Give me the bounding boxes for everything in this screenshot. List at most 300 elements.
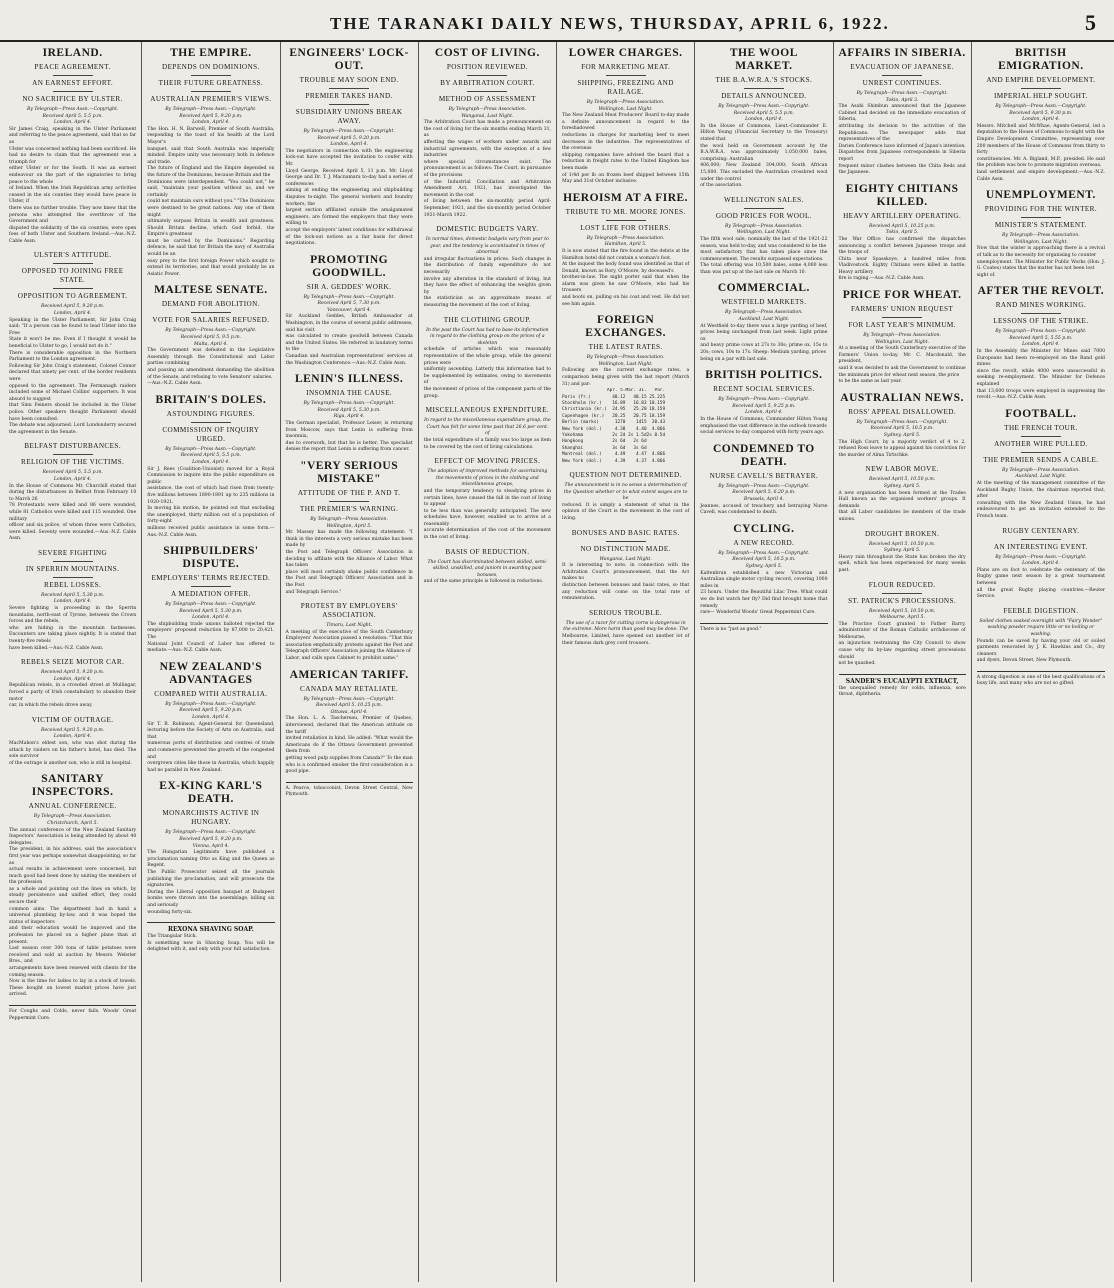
body-text: The Asahi Shimbun announced that the Japanese Cabinet had decided on the immediate evacuation of Siberia, — [838, 104, 966, 123]
table-row: Hongkong 2s 6d 2s 6d — [562, 439, 666, 445]
wire-credit: By Telegraph—Press Assn.—Copyright. — [718, 550, 810, 556]
body-text: have been killed.—Aus.-N.Z. Cable Assn. — [9, 645, 104, 651]
body-text: Pounds can be saved by having your old or soiled garments renovated by J. K. Hawkins and Co., dry cleaners — [976, 638, 1105, 657]
received-line: Received April 5, 9.20 p.m. — [179, 708, 243, 714]
article — [977, 285, 1105, 402]
dateline: In the past the Court has had to base its information in regard to the clothing group on the prices of a skeleton — [426, 327, 549, 346]
advertisement — [700, 623, 827, 634]
body-text: and of the same principle is followed in reductions. — [423, 579, 544, 585]
divider-rule — [53, 577, 93, 578]
article — [562, 471, 689, 523]
divider-rule — [744, 208, 784, 209]
article-subheading: DEPENDS ON DOMINIONS. — [162, 63, 260, 71]
article-subheading: TRIBUTE TO MR. MOORE JONES. — [565, 207, 686, 216]
article-subheading: LOST LIFE FOR OTHERS. — [580, 223, 671, 232]
dateline: London, April 4. — [192, 615, 230, 621]
article — [839, 47, 966, 177]
dateline: London, April 4. — [1022, 117, 1060, 123]
advertisement — [9, 1005, 136, 1022]
body-text: The debate was adjourned. Lord Londonderry secured the agreement in the Senate. — [9, 423, 137, 435]
body-text: actual results in achievement were concerned, but much good had been done by uniting the members of the profession — [9, 867, 137, 886]
article-subheading: UNREST CONTINUES. — [862, 79, 942, 87]
article — [286, 254, 413, 368]
article-subheading: A MEDIATION OFFER. — [171, 590, 251, 599]
article — [424, 406, 551, 451]
article-subheading: ULSTER'S ATTITUDE. — [33, 251, 112, 260]
body-text: to be the same as last year. — [838, 379, 902, 385]
received-line: Received April 5, 5.30 p.m. — [317, 407, 381, 413]
body-text: Kaltenbrun established a new Victorian and Australian single motor cycling record, covering 1000 miles in — [700, 570, 828, 589]
body-text: common aims. The department had in hand a universal plumbing by-law, and it was hoped the status of inspectors — [9, 906, 137, 925]
body-text: In the Assembly the Minister for Mines said 7000 Europeans had been re-employed on the Rand gold mines — [976, 349, 1105, 368]
article-headline: EX-KING KARL'S DEATH. — [159, 780, 263, 806]
received-line: Received April 5, 9.20 p.m. — [40, 670, 105, 676]
body-text: and passing an amendment demanding the abolition of the Senate, and refusing to vote Senators' salaries. — [147, 368, 275, 380]
article — [9, 716, 136, 768]
dateline: Wellington, Last Night. — [598, 106, 653, 112]
body-text: and dyers, Devon Street, New Plymouth. — [976, 658, 1072, 664]
body-text: accept the employers' latest conditions for withdrawal of the lock-out notices as a fair basis for direct negotiations. — [285, 227, 413, 247]
body-text: and their education would be improved and the profession be placed on a higher plane than at present. — [9, 926, 137, 945]
article-headline: UNEMPLOYMENT. — [985, 189, 1096, 202]
body-text: At the meeting of the management committee of the Auckland Rugby Union, the chairman reported that, after — [976, 481, 1105, 500]
dateline: London, April 4. — [192, 715, 230, 721]
article-subheading: AN INTERESTING EVENT. — [993, 542, 1088, 551]
article — [839, 465, 966, 523]
table-row: New York (dol.) 4.38 4.40 4.866 — [562, 426, 666, 432]
article-subheading: AN EARNEST EFFORT. — [32, 79, 114, 87]
body-text: either Ulster or for the South. It was an earnest endeavour on the part of the signatories to bring peace to the whole — [9, 166, 137, 185]
article — [700, 443, 827, 517]
article — [9, 773, 136, 999]
wire-credit: By Telegraph—Press Assn.—Copyright. — [303, 401, 395, 407]
article-headline: BRITAIN'S DOLES. — [155, 393, 267, 406]
received-line: Received April 5, 10.5 p.m. — [870, 426, 934, 432]
article-subheading: EFFECT OF MOVING PRICES. — [434, 457, 541, 466]
article-subheading: ATTITUDE OF THE P. AND T. — [297, 488, 401, 497]
body-text: Labor, and calls upon Cabinet to prohibit same." — [285, 656, 399, 662]
divider-rule — [53, 288, 93, 289]
article-headline: FOREIGN EXCHANGES. — [585, 314, 666, 340]
article-subheading: COMPARED WITH AUSTRALIA. — [154, 689, 268, 698]
article-headline: LENIN'S ILLNESS. — [294, 373, 404, 386]
article-subheading: THEIR FUTURE GREATNESS. — [158, 79, 264, 87]
body-text: Sir James Craig, speaking in the Ulster Parliament and referring to the peace agreement, said that so far as — [9, 126, 137, 145]
body-text: and irregular fluctuations in prices. Such changes in the distribution of family expenditure do not necessarily — [423, 256, 551, 276]
body-text: unemployment. The Minister for Public Works (Hon. J. G. Coates) states that the matter has not been lost — [976, 259, 1105, 272]
body-text: The fifth wool sale, nominally the last of the 1921-22 season, was held to-day, and was considered to be the — [700, 236, 828, 249]
table-row: New York (dol.) 4.39 4.37 4.866 — [562, 458, 666, 464]
body-text: must be carried by the Dominions." Regarding defence, he said that for Britain the navy of Australia would be an — [147, 238, 275, 258]
body-text: to be less than was generally anticipated. The new schedules have, however, enabled us to arrive at a reasonably — [423, 508, 551, 527]
article-subheading: LESSONS OF THE STRIKE. — [993, 317, 1089, 326]
body-text: Last season over 300 tons of table potatoes were received and sold at auction by Messrs. Webster Bros., and — [9, 946, 137, 965]
article-headline: BRITISH EMIGRATION. — [998, 47, 1084, 72]
divider-rule — [53, 75, 93, 76]
received-line: Received April 5, 9.30 p.m. — [1009, 110, 1073, 116]
ad-text: A strong digestion is one of the best qualifications of a busy life, and many who are not so gifted. — [976, 674, 1105, 687]
dateline: Wanganui, Last Night. — [461, 113, 514, 119]
divider-rule — [329, 88, 369, 89]
received-line: Received April 5, 5.5 p.m. — [180, 453, 242, 459]
divider-rule — [1021, 88, 1061, 89]
ad-text: the unequalled remedy for colds, influenza, sore throat, diphtheria. — [838, 685, 966, 698]
article — [700, 282, 827, 363]
wire-credit: By Telegraph—Press Association. — [725, 223, 803, 229]
body-text: The Arbitration Court has made a pronouncement on the cost of living for the six months ending March 31, as — [423, 120, 551, 139]
article — [9, 658, 136, 710]
body-text: Chita near Spasskoye, a hundred miles from Vladivostock. Eighty Chitians were killed in battle. Heavy artillery — [838, 256, 966, 275]
article — [286, 602, 413, 663]
body-text: banquet, said that South Australia was imperially minded. Empire unity was necessary both in defence and trade. — [147, 146, 275, 165]
body-text: The Practice Court granted to Father Barry, administrator of the Roman Catholic archdiocese of Melbourne, — [838, 621, 966, 640]
masthead-title: THE TARANAKI DAILY NEWS, THURSDAY, APRIL 6, 1922. — [330, 14, 890, 33]
article — [977, 408, 1105, 521]
article-subheading: ANNUAL CONFERENCE. — [28, 802, 117, 811]
article — [839, 183, 966, 283]
article-subheading: AND EMPIRE DEVELOPMENT. — [986, 76, 1096, 84]
wire-credit: By Telegraph—Press Assn.—Copyright. — [718, 397, 810, 403]
dateline: Wellington, April 5. — [326, 523, 372, 529]
body-text: shipping companies have advised the board that a reduction in freight rates to the United Kingdom has been made — [562, 152, 690, 171]
body-text: of the Industrial Conciliation and Arbitration Amendment Act, 1921, has investigated the movement in the cost — [423, 179, 551, 198]
dateline: Soiled clothes soaked overnight with "Fairy Wonder" washing powder require little or no boiling or washing. — [979, 618, 1103, 637]
wire-credit: By Telegraph—Press Assn.—Copyright. — [856, 91, 948, 96]
article — [562, 47, 689, 186]
body-text: that Sinn Feiners should be included in the Ulster police. Other speakers thought Parliament should have been consulted. — [9, 403, 137, 422]
body-text: reduced. It is simply a statement of what in the opinion of the Court is the movement in the cost of living. — [562, 502, 690, 522]
article-headline: COST OF LIVING. — [434, 47, 540, 59]
divider-rule — [1021, 436, 1061, 437]
divider-rule — [191, 422, 231, 423]
article-subheading: GOOD PRICES FOR WOOL. — [715, 211, 812, 220]
article-subheading: WESTFIELD MARKETS. — [721, 298, 807, 307]
body-text: there was no further trouble. They now knew that the persons who attempted the overthrow of the Government and — [9, 205, 137, 225]
article-subheading: SUBSIDIARY UNIONS BREAK AWAY. — [295, 108, 403, 125]
article-subheading: NO SACRIFICE BY ULSTER. — [22, 95, 123, 103]
body-text: rare— Wonderful Woods' Great Peppermint Cure. — [700, 610, 816, 616]
body-text: assistance, the cost of which had risen from twenty-five millions between 1890-1891 up to 235 millions in 1920-1921. — [147, 486, 275, 505]
article-headline: BRITISH POLITICS. — [705, 369, 823, 382]
wire-credit: By Telegraph—Press Association. — [1002, 467, 1080, 473]
body-text: 406,000; New Zealand 304,000; South African 15,000. This excluded the Australian crossbred wool under the control — [700, 163, 828, 182]
body-text: the murder of Alma Tirtschke. — [838, 452, 910, 458]
body-text: At Westfield to-day there was a large yarding of beef, prices being unchanged from last week. Light prime ox — [700, 323, 828, 342]
body-text: Following Sir John Craig's statement, Colonel Connor declared that ninety per cent. of the border residents were — [9, 363, 137, 382]
column — [142, 42, 280, 1282]
article-headline: THE WOOL MARKET. — [729, 47, 798, 72]
body-text: of the association. — [700, 183, 743, 189]
advertisement — [977, 671, 1105, 688]
dateline: The Court has discriminated between skilled, semi-skilled, unskilled, and juniors in awarding past bonuses, — [427, 559, 548, 578]
body-text: disputed the solidarity of the six counties, were open foes of both Ulster and Southern Ireland.—Aus.-N.Z. Cable Assn. — [9, 225, 137, 244]
advertisement — [839, 674, 966, 699]
article-headline: HEROISM AT A FIRE. — [563, 191, 689, 204]
body-text: The New Zealand Meat Producers' Board to-day made a definite announcement in regard to the foreshadowed — [562, 113, 690, 132]
dateline: London, April 4. — [53, 311, 92, 317]
table-row: Shanghai 3s 6d 3s 6d — [562, 445, 666, 451]
body-text: association emphatically protests against the Post and Telegraph Officers' Association joining the Alliance of — [285, 642, 413, 655]
article-headline: LOWER CHARGES. — [568, 47, 683, 59]
wire-credit: By Telegraph—Press Assn.—Copyright. — [718, 483, 810, 489]
body-text: In moving his motion, he pointed out that excluding the unemployed, thirty million out of a population of forty-eight — [147, 506, 275, 525]
body-text: sight of. — [976, 272, 996, 278]
body-text: Now that the winter is approaching there is a revival of talk as to the necessity for organising to counter — [976, 246, 1105, 258]
table-row: Berlin (marks) 1270 1415 20.43 — [562, 420, 666, 426]
body-text: who are hiding in the mountain fastnesses. Encounters are taking place nightly. It is stated that twenty-five rebels — [9, 625, 137, 645]
body-text: frequent minor clashes between the Chita Reds and the Japanese. — [838, 163, 966, 176]
received-line: Received April 5, 5.30 p.m. — [179, 608, 243, 614]
article-subheading: THE PREMIER SENDS A CABLE. — [983, 455, 1099, 464]
ad-title: SANDER'S EUCALYPTI EXTRACT, — [845, 677, 959, 685]
body-text: social services to-day compared with forty years ago. — [700, 430, 825, 436]
article-headline: AFTER THE REVOLT. — [977, 285, 1105, 298]
article-subheading: FARMERS' UNION REQUEST — [851, 305, 954, 314]
article — [147, 394, 274, 539]
received-line: Received April 5, 7.30 p.m. — [317, 301, 381, 307]
dateline: The adoption of improved methods for ascertaining the movements of prices in the clothing and miscellaneous groups, — [427, 469, 548, 488]
article — [700, 369, 827, 437]
article — [286, 460, 413, 596]
body-text: the wool held on Government account by the B.A.W.R.A. was approximately 1,050,000 bales, comprising: Australian — [700, 143, 828, 162]
body-text: The High Court, by a majority verdict of 4 to 2, refused Ross leave to appeal against his conviction for — [838, 439, 966, 452]
article-subheading: IN SPERRIN MOUNTAINS. — [25, 564, 120, 573]
dateline: Melbourne, April 5. — [879, 615, 925, 621]
body-text: National Joint Council of Labor has offered to mediate.—Aus.-N.Z. Cable Assn. — [147, 641, 275, 654]
wire-credit: By Telegraph—Press Assn.—Copyright. — [303, 294, 395, 300]
article-subheading: BELFAST DISTURBANCES. — [24, 442, 122, 451]
body-text: In the House of Commons, Lieut.-Commander E. Hilton Young (Financial Secretary to the Treasury) stated that — [700, 123, 828, 142]
wire-credit: By Telegraph—Press Association. — [33, 814, 112, 820]
article-subheading: DROUGHT BROKEN. — [865, 529, 940, 538]
table-header: Apr. 5.Mar. 31. Par. — [562, 388, 666, 394]
body-text: since the revolt, while 4000 were unsuccessful in seeking re-employment. The Minister for Defence explained — [976, 368, 1105, 388]
body-text: the movement of prices of the component parts of the group. — [423, 386, 551, 399]
body-text: —Aus.-N.Z. Cable Assn. — [147, 381, 202, 387]
received-line: Received April 5, 10.5 p.m. — [732, 557, 796, 563]
dateline: London, April 4. — [192, 459, 230, 465]
column — [834, 42, 972, 1282]
divider-rule — [882, 317, 922, 318]
dateline: Riga, April 4. — [333, 414, 365, 420]
dateline: Hamilton, April 5. — [604, 242, 647, 248]
body-text: Lloyd George. Received April 5, 11 p.m. Mr. Lloyd George and Dr. T. J. Macnamara to-day had a series of conferences — [285, 168, 413, 187]
article — [147, 545, 274, 655]
table-row: Copenhagen (kr.) 20.25 20.75 18.159 — [562, 413, 666, 419]
columns — [4, 42, 1110, 1282]
article — [286, 669, 413, 776]
body-text: Melbourne, Limited, have opened out another lot of their famous dark grey cord trousers. — [562, 634, 690, 646]
article-subheading: REBELS SEIZE MOTOR CAR. — [20, 658, 125, 667]
body-text: the Post and Telegraph Officers' Association in deciding to affiliate with the Alliance of Labor. What has taken — [285, 549, 413, 569]
dateline: Sydney, April 5. — [745, 563, 783, 569]
article-subheading: VICTIM OF OUTRAGE. — [31, 715, 114, 724]
body-text: of Ireland. When the Irish Republican army activities ceased in the six counties they would have peace in Ulster, if — [9, 186, 137, 205]
wire-credit: By Telegraph—Press Association. — [310, 516, 388, 522]
divider-rule — [606, 541, 646, 542]
ad-text: For Coughs and Colds, never fails. Woods' Great Peppermint Cure. — [9, 1008, 137, 1021]
article — [839, 392, 966, 460]
article-headline: IRELAND. — [42, 47, 103, 59]
body-text: car, in which the rebels drove away. — [9, 703, 93, 709]
article-subheading: CANADA MAY RETALIATE. — [300, 684, 399, 693]
article — [9, 47, 136, 245]
dateline: Tokio, April 5. — [885, 230, 919, 236]
body-text: overgrown cities like those in Australia, which happily had no parallel in New Zealand. — [147, 761, 275, 773]
article-subheading: NEW LABOR MOVE. — [865, 465, 939, 474]
dateline: Sydney, April 5. — [883, 548, 921, 554]
article — [839, 289, 966, 386]
article-subheading: PROTEST BY EMPLOYERS' ASSOCIATION. — [300, 602, 398, 620]
body-text: Messrs. Mitchell and McWhae, Agents-General, led a deputation to the House of Commons to-night with the — [976, 123, 1105, 136]
body-text: fire is raging.—Aus.-N.Z. Cable Assn. — [838, 276, 925, 282]
column — [281, 42, 419, 1282]
body-text: The shipbuilding trade unions balloted rejected the employers' proposed reduction by 87,000 to 20,421. The — [147, 621, 275, 641]
dateline: Christchurch, April 5. — [47, 820, 98, 826]
column — [557, 42, 695, 1282]
body-text: A new organisation has been formed at the Trades Hall known as the organised workers' groups. It demands — [838, 490, 966, 509]
article-headline: EIGHTY CHITIANS KILLED. — [845, 182, 959, 208]
dateline: London, April 4. — [330, 142, 368, 148]
article-subheading: FOR LAST YEAR'S MINIMUM. — [848, 321, 956, 330]
advertisement — [147, 922, 274, 954]
body-text: Canadian and Australian representatives' services at the Washington Conference.—Aus.-N.Z. Cable Assn. — [285, 354, 413, 366]
wire-credit: By Telegraph—Press Assn.—Copyright. — [165, 701, 257, 707]
body-text: wounding forty-six. — [147, 909, 193, 915]
article-subheading: FLOUR REDUCED. — [868, 580, 936, 589]
article-subheading: ST. PATRICK'S PROCESSIONS. — [848, 596, 957, 605]
article — [700, 196, 827, 277]
body-text: of living between the six-monthly period April-September, 1921, and the six-monthly period October 1921-March 1922. — [423, 199, 551, 218]
ad-text: Is something new in Shaving Soap. You will be delighted with it, and only with your full satisfaction. — [147, 940, 275, 953]
article-subheading: DOMESTIC BUDGETS VARY. — [436, 225, 539, 234]
article-subheading: COMMISSION OF INQUIRY URGED. — [162, 425, 260, 443]
dateline: In regard to the miscellaneous expenditure group, the Court has felt for some time past that 26.6 per cent. of — [424, 418, 551, 437]
dateline: London, April 4. — [53, 676, 92, 682]
article — [424, 47, 551, 219]
article-subheading: QUESTION NOT DETERMINED. — [569, 471, 682, 480]
body-text: arrangements have been renewed with clients for the coming season. — [9, 966, 137, 978]
wire-credit: By Telegraph—Press Assn.—Copyright. — [718, 104, 810, 109]
divider-rule — [329, 104, 369, 105]
article-subheading: SHIPPING, FREEZING AND RAILAGE. — [577, 79, 674, 96]
article — [147, 47, 274, 278]
body-text: that 13,600 troops were employed in suppressing the revolt.—Aus.-N.Z. Cable Assn. — [976, 388, 1105, 401]
body-text: At a meeting of the South Canterbury executive of the Farmers' Union to-day, Mr. C. Macdonald, the president, — [838, 346, 966, 365]
body-text: The negotiators in connection with the engineering lock-out have accepted the invitation to confer with Mr. — [285, 148, 413, 167]
body-text: the statistician as an approximate means of measuring the movement of the cost of living. — [423, 296, 551, 309]
body-text: that all Labor candidates be members of the trade unions. — [838, 510, 966, 522]
divider-rule — [53, 561, 93, 562]
table-row: Paris (fr.) 48.12 48.15 25.225 — [562, 394, 666, 400]
wire-credit: By Telegraph—Press Assn.—Copyright. — [165, 830, 257, 836]
body-text: invited retaliation in kind. He added: "What would the Americans do if the Ottawa Government prevented them from — [285, 736, 413, 755]
article-headline: ENGINEERS' LOCK-OUT. — [289, 47, 409, 72]
table-row: Christiania (kr.) 24.95 25.20 18.159 — [562, 407, 666, 413]
body-text: The president, in his address, said the association's first year was perhaps somewhat disappointing, so far as — [9, 847, 137, 866]
divider-rule — [191, 75, 231, 76]
divider-rule — [882, 75, 922, 76]
body-text: The total offering was 10,500 bales, some 4,000 less than was put up at the last sale on March 10. — [700, 263, 828, 275]
table-row: Stockholm (kr.) 16.89 16.83 18.159 — [562, 401, 666, 407]
body-text: Speaking in the Ulster Parliament, Sir John Craig said: "If a person can be found to lead Ulster into the Free — [9, 317, 137, 336]
article-subheading: THE B.A.W.R.A.'S STOCKS. — [715, 76, 813, 84]
article-subheading: EMPLOYERS' TERMS REJECTED. — [151, 574, 271, 583]
body-text: involve any alteration in the standard of living, but they have the effect of enhancing the weights given by — [423, 276, 551, 295]
article-headline: PRICE FOR WHEAT. — [842, 289, 962, 302]
page-number: 5 — [1085, 10, 1096, 35]
received-line: Received April 5, 10.25 p.m. — [869, 223, 936, 229]
ad-text: The Triangular Stick. — [147, 934, 197, 940]
received-line: Received April 5, 5.55 p.m. — [1009, 335, 1073, 341]
dateline: London, April 4. — [745, 410, 783, 416]
body-text: could not maintain ours without you." "The Dominions were destined to be great nations. Any one of them might — [147, 199, 275, 218]
body-text: The future of England and the Empire depended on the future of the Dominions, because Britain and the — [147, 166, 275, 178]
body-text: largest section affiliated outside the amalgamated engineers, are formed the employers that they were willing to — [285, 208, 413, 227]
received-line: Received April 5, 10.50 p.m. — [869, 541, 936, 547]
divider-rule — [53, 263, 93, 264]
article-subheading: THE FRENCH TOUR. — [1004, 423, 1078, 432]
body-text: It is interesting to note, in connection with the Arbitration Court's pronouncement, that the Act makes no — [562, 563, 690, 582]
divider-rule — [606, 220, 646, 221]
received-line: Received April 5, 9.5 p.m. — [180, 335, 242, 341]
body-text: constituencies. Mr. A. Bigland, M.P., presided. He said the problem was how to promote migration overseas, — [976, 156, 1105, 169]
article-subheading: BY ARBITRATION COURT. — [440, 79, 535, 87]
received-line: Received April 5, 6.20 p.m. — [732, 490, 796, 496]
wire-credit: By Telegraph—Press Assn.—Copyright. — [995, 554, 1087, 560]
wire-credit: By Telegraph—Press Association. — [725, 310, 803, 316]
body-text: A meeting of the executive of the South Canterbury Employers' Association passed a resolution: "That this — [285, 629, 413, 642]
advertisement — [286, 782, 413, 799]
wire-credit: By Telegraph—Press Association. — [586, 100, 665, 105]
article-subheading: SEVERE FIGHTING — [38, 548, 108, 557]
ad-title: REXONA SHAVING SOAP. — [167, 926, 254, 934]
wire-credit: By Telegraph—Press Association. — [448, 107, 527, 112]
article-subheading: MONARCHISTS ACTIVE IN HUNGARY. — [162, 809, 260, 827]
article-subheading: FOR MARKETING MEAT. — [581, 63, 671, 71]
received-line: Received April 5, 10.50 p.m. — [869, 477, 936, 483]
divider-rule — [53, 91, 93, 92]
body-text: and the temporary tendency to steadying prices in certain lines, have caused the fall in the cost of living to appear — [423, 488, 551, 508]
article — [977, 189, 1105, 279]
article — [9, 549, 136, 652]
body-text: said it was decided to ask the Government to continue the minimum price for wheat next season, the price — [838, 366, 966, 378]
divider-rule — [1021, 313, 1061, 314]
article-headline: SHIPBUILDERS' DISPUTE. — [163, 545, 259, 571]
wire-credit: By Telegraph—Press Assn.—Copyright. — [26, 107, 119, 112]
divider-rule — [329, 501, 369, 502]
article — [424, 225, 551, 310]
dateline: The use of a razor for cutting corns is dangerous in the extreme. More harm than good may be done. The — [563, 620, 688, 633]
article-subheading: DETAILS ANNOUNCED. — [721, 92, 807, 100]
wire-credit: By Telegraph—Press Association. — [586, 355, 665, 361]
dateline: Wellington, Last Night. — [736, 230, 791, 236]
wire-credit: By Telegraph—Press Assn.—Copyright. — [165, 446, 257, 452]
article — [562, 314, 689, 465]
column — [419, 42, 557, 1282]
body-text: In the House of Commons Mr. Churchill stated that during the disturbances in Belfast from February 10 to March 26 — [9, 483, 137, 502]
body-text: There is considerable opposition in the Northern Parliament to the London agreement. — [9, 350, 137, 363]
body-text: Following are the current exchange rates, a comparison being given with the last report (March 31) and par: — [562, 368, 690, 387]
article-subheading: SIR A. GEDDES' WORK. — [306, 282, 392, 291]
article-subheading: ASTOUNDING FIGURES. — [166, 409, 255, 418]
body-text: 23 hours. Under the Beautiful Lilac Tree. What could we do but watch her fly? Did find brought home that remedy — [700, 590, 828, 609]
divider-rule — [191, 91, 231, 92]
body-text: officer and six police, of whom three were Catholics, were killed. Seventy were wounded.—Aus.-N.Z. Cable Assn. — [9, 523, 137, 542]
wire-credit: By Telegraph—Press Assn.—Copyright. — [995, 104, 1087, 109]
received-line: Received April 5, 5.30 p.m. — [40, 592, 105, 598]
wire-credit: By Telegraph—Press Assn.—Copyright. — [303, 696, 395, 702]
